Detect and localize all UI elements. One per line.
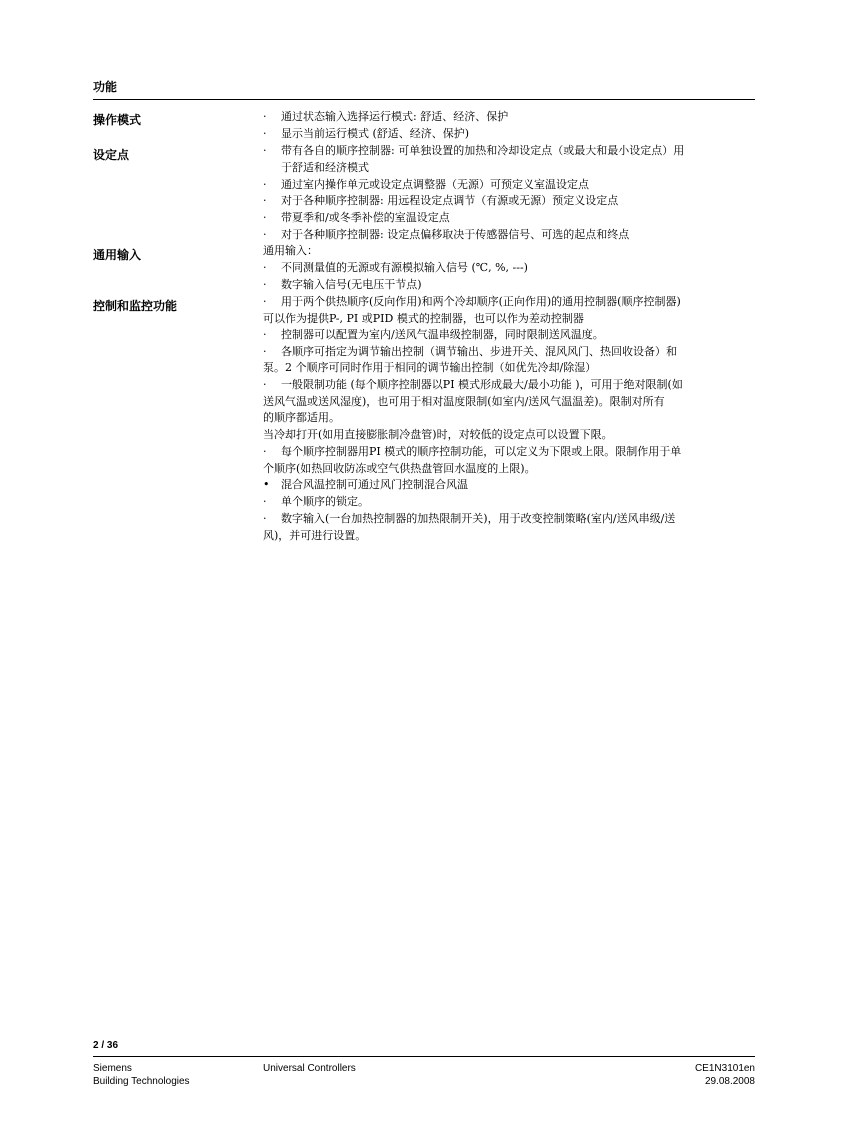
text-line: · 各顺序可指定为调节输出控制（调节输出、步进开关、混风风门、热回收设备）和 xyxy=(263,345,677,358)
footer-company: Siemens Building Technologies xyxy=(93,1063,190,1087)
text-line: · 对于各种顺序控制器: 用远程设定点调节（有源或无源）预定义设定点 xyxy=(263,194,619,207)
section-label-control-monitoring: 控制和监控功能 xyxy=(93,299,178,313)
section-label-universal-input: 通用输入 xyxy=(93,248,142,262)
text-line: 的顺序都适用。 xyxy=(263,411,340,424)
text-line: · 通过室内操作单元或设定点调整器（无源）可预定义室温设定点 xyxy=(263,178,589,191)
text-line: · 每个顺序控制器用PI 模式的顺序控制功能，可以定义为下限或上限。限制作用于单 xyxy=(263,445,682,458)
text-line: · 显示当前运行模式 (舒适、经济、保护) xyxy=(263,127,470,140)
page-heading: 功能 xyxy=(93,78,755,100)
text-line: 于舒适和经济模式 xyxy=(281,161,369,174)
text-line: · 对于各种顺序控制器: 设定点偏移取决于传感器信号、可选的起点和终点 xyxy=(263,228,630,241)
text-line: 送风气温或送风湿度)，也可用于相对温度限制(如室内/送风气温温差)。限制对所有 xyxy=(263,395,665,408)
footer-product: Universal Controllers xyxy=(263,1063,356,1074)
text-line: · 数字输入信号(无电压干节点) xyxy=(263,278,422,291)
text-line: 通用输入： xyxy=(263,244,318,257)
footer-doc-info: CE1N3101en 29.08.2008 xyxy=(694,1063,755,1087)
text-line: 个顺序(如热回收防冻或空气供热盘管回水温度的上限)。 xyxy=(263,462,536,475)
text-line: · 控制器可以配置为室内/送风气温串级控制器，同时限制送风温度。 xyxy=(263,328,604,341)
text-line: · 带夏季和/或冬季补偿的室温设定点 xyxy=(263,211,450,224)
text-line: 可以作为提供P-, PI 或PID 模式的控制器，也可以作为差动控制器 xyxy=(263,312,584,325)
text-line: 泵。2 个顺序可同时作用于相同的调节输出控制（如优先冷却/除湿） xyxy=(263,361,597,374)
page-number: 2 / 36 xyxy=(93,1040,119,1051)
text-line: 风)，并可进行设置。 xyxy=(263,529,367,542)
text-line: • 混合风温控制可通过风门控制混合风温 xyxy=(263,478,468,491)
section-label-operating-mode: 操作模式 xyxy=(93,113,142,127)
text-line: · 通过状态输入选择运行模式: 舒适、经济、保护 xyxy=(263,110,509,123)
text-line: · 带有各自的顺序控制器: 可单独设置的加热和冷却设定点（或最大和最小设定点）用 xyxy=(263,144,685,157)
text-line: · 单个顺序的锁定。 xyxy=(263,495,369,508)
text-line: · 不同测量值的无源或有源模拟输入信号 (℃, %, ---) xyxy=(263,261,528,274)
footer-divider xyxy=(93,1056,755,1057)
text-line: · 用于两个供热顺序(反向作用)和两个冷却顺序(正向作用)的通用控制器(顺序控制器) xyxy=(263,295,681,308)
text-line: · 一般限制功能 (每个顺序控制器以PI 模式形成最大/最小功能 )，可用于绝对限制(如 xyxy=(263,378,683,391)
section-label-setpoint: 设定点 xyxy=(93,148,130,162)
text-line: · 数字输入(一台加热控制器的加热限制开关)，用于改变控制策略(室内/送风串级/送 xyxy=(263,512,676,525)
text-line: 当冷却打开(如用直接膨胀制冷盘管)时，对较低的设定点可以设置下限。 xyxy=(263,428,613,441)
